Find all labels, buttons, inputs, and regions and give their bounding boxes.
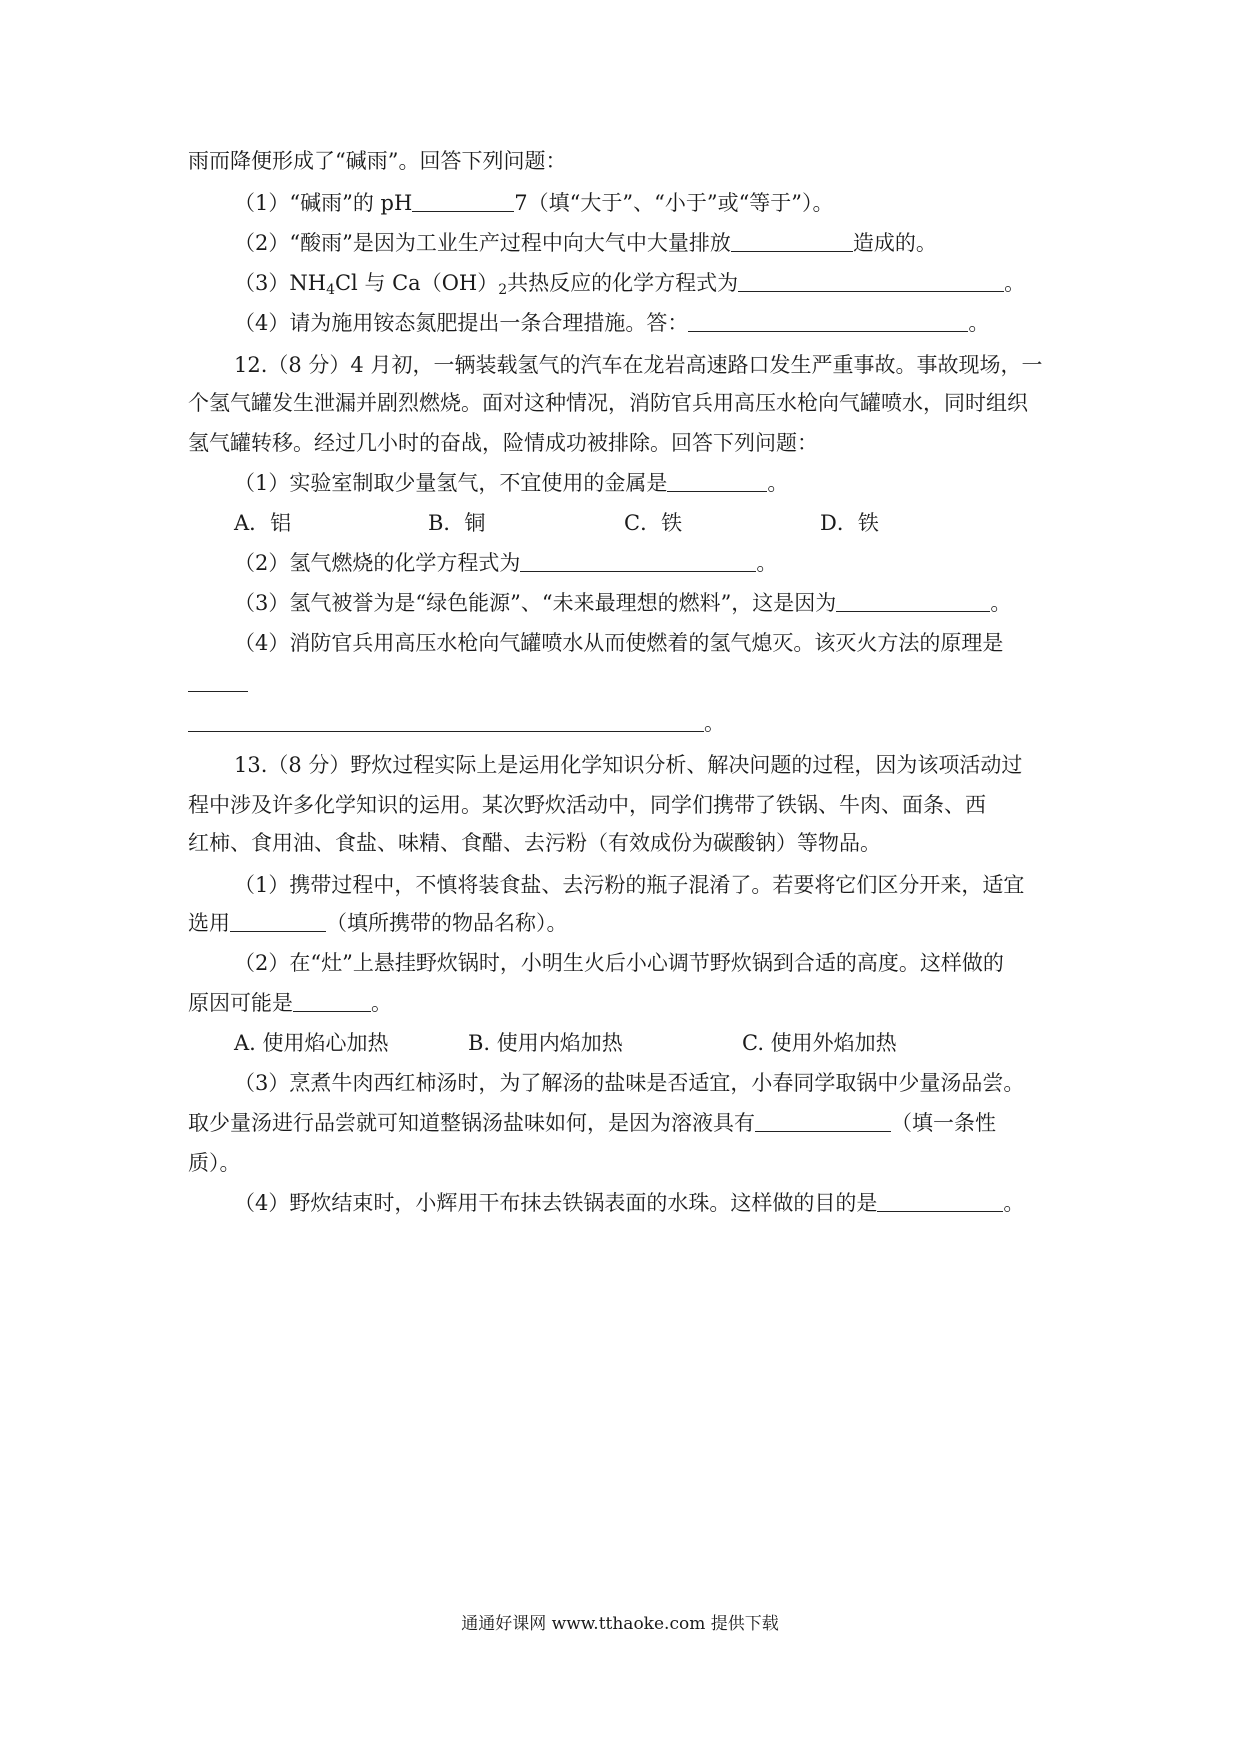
q12-stem-line2: 个氢气罐发生泄漏并剧烈燃烧。面对这种情况，消防官兵用高压水枪向气罐喷水，同时组织 [188,391,1028,415]
page-footer: 通通好课网 www.tthaoke.com 提供下载 [461,1614,779,1634]
q12-options [234,508,1054,538]
answer-blank[interactable] [688,309,968,332]
option-b[interactable]: B．铜 [428,511,486,535]
q13-options [234,1028,1054,1058]
q12-stem-line3: 氢气罐转移。经过几小时的奋战，险情成功被排除。回答下列问题： [188,431,818,455]
q12-stem-line1: 12.（8 分）4 月初，一辆装载氢气的汽车在龙岩高速路口发生严重事故。事故现场，一 [234,353,1043,377]
q13-part3-line1: （3）烹煮牛肉西红柿汤时，为了解汤的盐味是否适宜，小春同学取锅中少量汤品尝。 [234,1071,1025,1095]
q12-part4-blank-short [188,668,1068,698]
q13-stem-line1: 13.（8 分）野炊过程实际上是运用化学知识分析、解决问题的过程，因为该项活动过 [234,753,1023,777]
q12-part1: （1）实验室制取少量氢气，不宜使用的金属是 。 [234,471,789,495]
q12-part2: （2）氢气燃烧的化学方程式为 。 [234,551,778,575]
option-c[interactable]: C. 使用外焰加热 [742,1031,897,1055]
option-a[interactable]: A. 使用焰心加热 [234,1031,389,1055]
option-a[interactable]: A．铝 [234,511,292,535]
answer-blank[interactable] [188,709,704,732]
option-d[interactable]: D．铁 [820,511,879,535]
answer-blank[interactable] [188,669,248,692]
answer-blank[interactable] [230,909,326,932]
q11-part2: （2）“酸雨”是因为工业生产过程中向大气中大量排放 造成的。 [234,231,937,255]
q13-part4: （4）野炊结束时，小辉用干布抹去铁锅表面的水珠。这样做的目的是 。 [234,1191,1025,1215]
answer-blank[interactable] [520,549,756,572]
q11-part1: （1）“碱雨”的 pH 7（填“大于”、“小于”或“等于”）。 [234,191,834,215]
answer-blank[interactable] [836,589,990,612]
answer-blank[interactable] [731,229,853,252]
option-c[interactable]: C．铁 [624,511,683,535]
answer-blank[interactable] [738,269,1004,292]
q13-part2-line1: （2）在“灶”上悬挂野炊锅时，小明生火后小心调节野炊锅到合适的高度。这样做的 [234,951,1004,975]
answer-blank[interactable] [293,989,371,1012]
q13-stem-line3: 红柿、食用油、食盐、味精、食醋、去污粉（有效成份为碳酸钠）等物品。 [188,831,881,855]
q13-part1-line2: 选用 （填所携带的物品名称）。 [188,911,568,935]
q12-part3: （3）氢气被誉为是“绿色能源”、“未来最理想的燃料”，这是因为 。 [234,591,1012,615]
answer-blank[interactable] [755,1109,891,1132]
q12-part4: （4）消防官兵用高压水枪向气罐喷水从而使燃着的氢气熄灭。该灭火方法的原理是 [234,631,1004,655]
answer-blank[interactable] [877,1189,1003,1212]
answer-blank[interactable] [667,469,767,492]
q13-part3-line3: 质）。 [188,1151,241,1175]
q13-stem-line2: 程中涉及许多化学知识的运用。某次野炊活动中，同学们携带了铁锅、牛肉、面条、西 [188,793,986,817]
intro-tail: 雨而降便形成了“碱雨”。回答下列问题： [188,149,567,173]
q11-part4: （4）请为施用铵态氮肥提出一条合理措施。答： 。 [234,311,990,335]
q12-part4-blank-long: 。 [188,708,1068,738]
q13-part1-line1: （1）携带过程中，不慎将装食盐、去污粉的瓶子混淆了。若要将它们区分开来，适宜 [234,873,1025,897]
q13-part2-line2: 原因可能是 。 [188,991,392,1015]
q11-part3: $(3)NH_4Cl$ 与 $Ca(OH)_2$共热反应的化学方程式为 。 [234,271,1026,298]
option-b[interactable]: B. 使用内焰加热 [468,1031,623,1055]
q13-part3-line2: 取少量汤进行品尝就可知道整锅汤盐味如何，是因为溶液具有 （填一条性 [188,1111,996,1135]
answer-blank[interactable] [412,189,514,212]
